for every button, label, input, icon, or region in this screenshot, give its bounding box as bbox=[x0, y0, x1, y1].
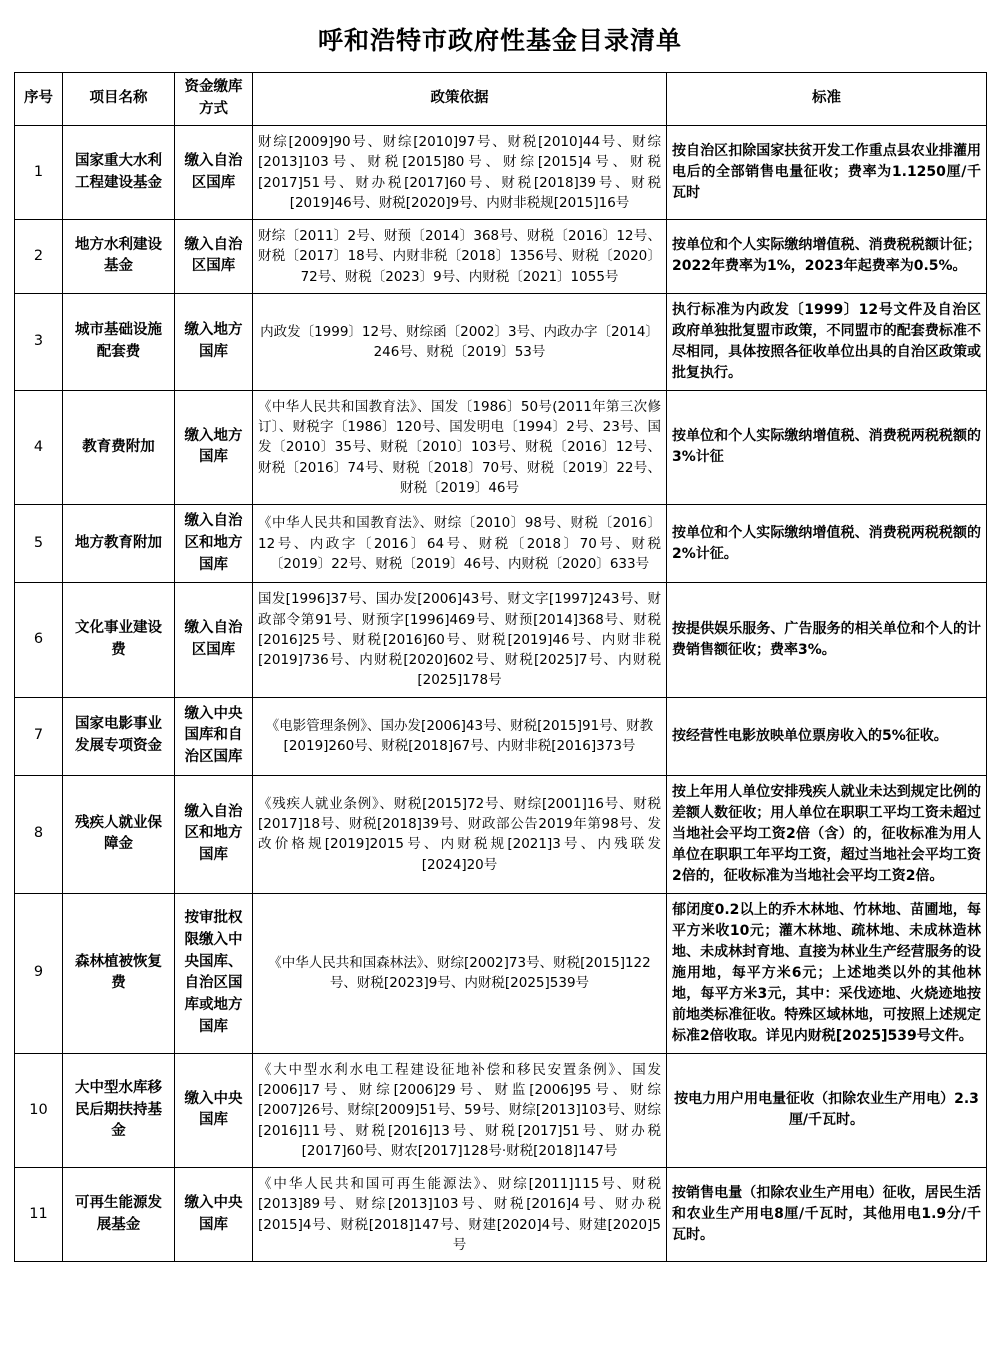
cell-project-name: 城市基础设施配套费 bbox=[63, 293, 175, 390]
cell-standard: 按单位和个人实际缴纳增值税、消费税两税税额的3%计征 bbox=[667, 390, 987, 504]
cell-no: 8 bbox=[15, 775, 63, 893]
cell-project-name: 可再生能源发展基金 bbox=[63, 1168, 175, 1262]
cell-payment-method: 缴入自治区和地方国库 bbox=[175, 505, 253, 583]
cell-project-name: 文化事业建设费 bbox=[63, 583, 175, 697]
cell-payment-method: 缴入中央国库 bbox=[175, 1053, 253, 1167]
column-header-payment-method: 资金缴库方式 bbox=[175, 73, 253, 126]
table-row bbox=[15, 1053, 987, 1167]
cell-project-name: 大中型水库移民后期扶持基金 bbox=[63, 1053, 175, 1167]
table-row bbox=[15, 505, 987, 583]
cell-payment-method: 缴入地方国库 bbox=[175, 293, 253, 390]
cell-payment-method: 按审批权限缴入中央国库、自治区国库或地方国库 bbox=[175, 893, 253, 1053]
table-row bbox=[15, 1168, 987, 1262]
cell-standard: 按电力用户用电量征收（扣除农业生产用电）2.3 厘/千瓦时。 bbox=[667, 1053, 987, 1167]
cell-no: 6 bbox=[15, 583, 63, 697]
cell-policy-basis: 《中华人民共和国森林法》、财综[2002]73号、财税[2015]122号、财税[2023]9号、内财税[2025]539号 bbox=[253, 893, 667, 1053]
cell-policy-basis: 《中华人民共和国可再生能源法》、财综[2011]115号、财税[2013]89号、财综[2013]103号、财税[2016]4号、财办税[2015]4号、财税[2018]147号、财建[2020]4号、财建[2020]5号 bbox=[253, 1168, 667, 1262]
cell-no: 7 bbox=[15, 697, 63, 775]
table-row bbox=[15, 775, 987, 893]
cell-payment-method: 缴入自治区国库 bbox=[175, 220, 253, 294]
cell-no: 4 bbox=[15, 390, 63, 504]
cell-no: 10 bbox=[15, 1053, 63, 1167]
cell-standard: 执行标准为内政发〔1999〕12号文件及自治区政府单独批复盟市政策，不同盟市的配套费标准不尽相同，具体按照各征收单位出具的自治区政策或批复执行。 bbox=[667, 293, 987, 390]
cell-standard: 按销售电量（扣除农业生产用电）征收，居民生活和农业生产用电8厘/千瓦时，其他用电1.9分/千瓦时。 bbox=[667, 1168, 987, 1262]
cell-project-name: 森林植被恢复费 bbox=[63, 893, 175, 1053]
table-body bbox=[15, 126, 987, 1262]
cell-standard: 按提供娱乐服务、广告服务的相关单位和个人的计费销售额征收；费率3%。 bbox=[667, 583, 987, 697]
cell-standard: 按自治区扣除国家扶贫开发工作重点县农业排灌用电后的全部销售电量征收；费率为1.1250厘/千瓦时 bbox=[667, 126, 987, 220]
cell-project-name: 地方水利建设基金 bbox=[63, 220, 175, 294]
cell-policy-basis: 《中华人民共和国教育法》、国发〔1986〕50号(2011年第三次修订〕、财税字〔1986〕120号、国发明电〔1994〕2号、23号、国发〔2010〕35号、财税〔2010〕103号、财税〔2016〕12号、财税〔2016〕74号、财税〔2018〕70号、财税〔2019〕22号、财税〔2019〕46号 bbox=[253, 390, 667, 504]
table-row bbox=[15, 293, 987, 390]
cell-standard: 按单位和个人实际缴纳增值税、消费税税额计征；2022年费率为1%，2023年起费率为0.5%。 bbox=[667, 220, 987, 294]
column-header-project-name: 项目名称 bbox=[63, 73, 175, 126]
table-row bbox=[15, 697, 987, 775]
table-row bbox=[15, 220, 987, 294]
cell-policy-basis: 《大中型水利水电工程建设征地补偿和移民安置条例》、国发[2006]17号、财综[2006]29号、财监[2006]95号、财综[2007]26号、财综[2009]51号、59号、财综[2013]103号、财综[2016]11号、财税[2016]13号、财税[2017]51号、财办税[2017]60号、财农[2017]128号·财税[2018]147号 bbox=[253, 1053, 667, 1167]
cell-payment-method: 缴入中央国库和自治区国库 bbox=[175, 697, 253, 775]
cell-payment-method: 缴入自治区国库 bbox=[175, 583, 253, 697]
cell-no: 1 bbox=[15, 126, 63, 220]
column-header-standard: 标准 bbox=[667, 73, 987, 126]
column-header-policy-basis: 政策依据 bbox=[253, 73, 667, 126]
table-row bbox=[15, 893, 987, 1053]
table-row bbox=[15, 390, 987, 504]
table-row bbox=[15, 126, 987, 220]
cell-no: 3 bbox=[15, 293, 63, 390]
government-fund-catalog-table bbox=[14, 72, 987, 1262]
table-header-row bbox=[15, 73, 987, 126]
cell-project-name: 国家电影事业发展专项资金 bbox=[63, 697, 175, 775]
cell-policy-basis: 《残疾人就业条例》、财税[2015]72号、财综[2001]16号、财税[2017]18号、财税[2018]39号、财政部公告2019年第98号、发改价格规[2019]2015号、内财税规[2021]3号、内残联发[2024]20号 bbox=[253, 775, 667, 893]
cell-policy-basis: 财综[2009]90号、财综[2010]97号、财税[2010]44号、财综[2013]103号、财税[2015]80号、财综[2015]4号、财税[2017]51号、财办税[2017]60号、财税[2018]39号、财税[2019]46号、财税[2020]9号、内财非税规[2015]16号 bbox=[253, 126, 667, 220]
cell-payment-method: 缴入中央国库 bbox=[175, 1168, 253, 1262]
cell-standard: 按单位和个人实际缴纳增值税、消费税两税税额的2%计征。 bbox=[667, 505, 987, 583]
cell-policy-basis: 内政发〔1999〕12号、财综函〔2002〕3号、内政办字〔2014〕246号、财税〔2019〕53号 bbox=[253, 293, 667, 390]
cell-project-name: 残疾人就业保障金 bbox=[63, 775, 175, 893]
cell-payment-method: 缴入自治区和地方国库 bbox=[175, 775, 253, 893]
cell-payment-method: 缴入地方国库 bbox=[175, 390, 253, 504]
cell-standard: 按经营性电影放映单位票房收入的5%征收。 bbox=[667, 697, 987, 775]
cell-no: 9 bbox=[15, 893, 63, 1053]
cell-policy-basis: 《电影管理条例》、国办发[2006]43号、财税[2015]91号、财教[2019]260号、财税[2018]67号、内财非税[2016]373号 bbox=[253, 697, 667, 775]
cell-project-name: 国家重大水利工程建设基金 bbox=[63, 126, 175, 220]
cell-standard: 郁闭度0.2以上的乔木林地、竹林地、苗圃地，每平方米收10元；灌木林地、疏林地、未成林造林地、未成林封育地、直接为林业生产经营服务的设施用地，每平方米6元；上述地类以外的其他林地，每平方米3元，其中：采伐迹地、火烧迹地按前地类标准征收。特殊区域林地，可按照上述规定标准2倍收取。详见内财税[2025]539号文件。 bbox=[667, 893, 987, 1053]
cell-no: 2 bbox=[15, 220, 63, 294]
cell-standard: 按上年用人单位安排残疾人就业未达到规定比例的差额人数征收；用人单位在职职工平均工资未超过当地社会平均工资2倍（含）的，征收标准为用人单位在职职工年平均工资，超过当地社会平均工资2倍的，征收标准为当地社会平均工资2倍。 bbox=[667, 775, 987, 893]
cell-payment-method: 缴入自治区国库 bbox=[175, 126, 253, 220]
cell-project-name: 地方教育附加 bbox=[63, 505, 175, 583]
cell-policy-basis: 《中华人民共和国教育法》、财综〔2010〕98号、财税〔2016〕12号、内政字〔2016〕64号、财税〔2018〕70号、财税〔2019〕22号、财税〔2019〕46号、内财税〔2020〕633号 bbox=[253, 505, 667, 583]
table-row bbox=[15, 583, 987, 697]
page-title: 呼和浩特市政府性基金目录清单 bbox=[317, 26, 682, 55]
cell-policy-basis: 财综〔2011〕2号、财预〔2014〕368号、财税〔2016〕12号、财税〔2017〕18号、内财非税〔2018〕1356号、财税〔2020〕72号、财税〔2023〕9号、内财税〔2021〕1055号 bbox=[253, 220, 667, 294]
cell-no: 11 bbox=[15, 1168, 63, 1262]
column-header-no: 序号 bbox=[15, 73, 63, 126]
table-header bbox=[15, 73, 987, 126]
cell-no: 5 bbox=[15, 505, 63, 583]
cell-project-name: 教育费附加 bbox=[63, 390, 175, 504]
cell-policy-basis: 国发[1996]37号、国办发[2006]43号、财文字[1997]243号、财政部令第91号、财预字[1996]469号、财预[2014]368号、财税[2016]25号、财税[2016]60号、财税[2019]46号、内财非税[2019]736号、内财税[2020]602号、财税[2025]7号、内财税[2025]178号 bbox=[253, 583, 667, 697]
